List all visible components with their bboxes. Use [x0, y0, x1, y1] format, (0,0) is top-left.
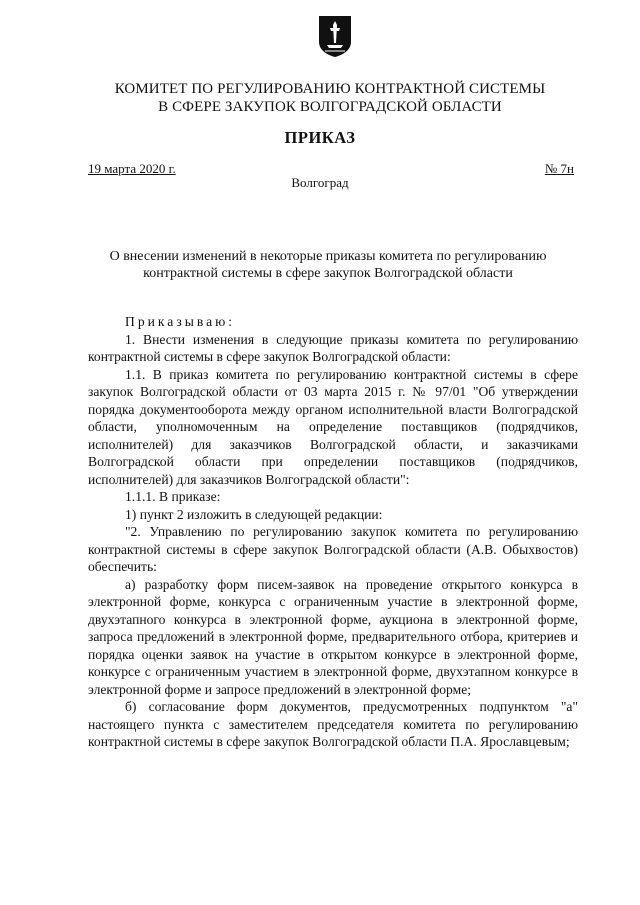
- org-line-1: КОМИТЕТ ПО РЕГУЛИРОВАНИЮ КОНТРАКТНОЙ СИСТЕМЫ: [114, 81, 546, 97]
- paragraph-item-b: б) согласование форм документов, предусмотренных подпунктом "а" настоящего пункта с заместителем председателя комитета по регулированию контрактной системы в сфере закупок Волгоградской области П.А. Ярославцевым;: [88, 699, 578, 749]
- document-date: 19 марта 2020 г.: [88, 161, 176, 176]
- organization-name: [60, 80, 600, 116]
- paragraph-item-a: а) разработку форм писем-заявок на проведение открытого конкурса в электронной форме, конкурса с ограниченным участие в электронной форме, двухэтапного конкурса в электронной форме, аукциона в электронной форме, запроса предложений в электронной форме, предварительного отбора, критериев и порядка оценки заявок на участие в открытом конкурсе в электронной форме, конкурсе с ограниченным участием в электронной форме, двухэтапном конкурсе в электронной форме и запросе предложений в электронной форме;: [88, 576, 578, 697]
- document-body: [88, 313, 578, 751]
- document-city: Волгоград: [291, 175, 349, 190]
- document-number: № 7н: [544, 161, 574, 176]
- paragraph-point-2: "2. Управлению по регулированию закупок комитета по регулированию контрактной системы в сфере закупок Волгоградской области (А.В. Обыхвостов) обеспечить:: [88, 524, 578, 574]
- document-type: ПРИКАЗ: [284, 128, 356, 147]
- paragraph-1: 1. Внести изменения в следующие приказы комитета по регулированию контрактной системы в сфере закупок Волгоградской области:: [88, 331, 578, 364]
- subject-line-2: контрактной системы в сфере закупок Волгоградской области: [143, 266, 513, 281]
- subject-line-1: О внесении изменений в некоторые приказы комитета по регулированию: [109, 249, 547, 264]
- document-subject: [88, 248, 568, 282]
- paragraph-item-1: 1) пункт 2 изложить в следующей редакции:: [125, 506, 383, 522]
- org-line-2: В СФЕРЕ ЗАКУПОК ВОЛГОГРАДСКОЙ ОБЛАСТИ: [158, 99, 502, 115]
- paragraph-1-1-1: 1.1.1. В приказе:: [125, 489, 221, 504]
- coat-of-arms-icon: [317, 15, 353, 58]
- order-word: Приказываю:: [125, 314, 236, 329]
- paragraph-1-1: 1.1. В приказ комитета по регулированию контрактной системы в сфере закупок Волгоградской области от 03 марта 2015 г. № 97/01 "Об утверждении порядка документооборота между органом исполнительной власти Волгоградской области, уполномоченным на определение поставщиков (подрядчиков, исполнителей) для заказчиков Волгоградской области, и заказчиками Волгоградской области при определении поставщиков (подрядчиков, исполнителей) для заказчиков Волгоградской области":: [88, 366, 578, 487]
